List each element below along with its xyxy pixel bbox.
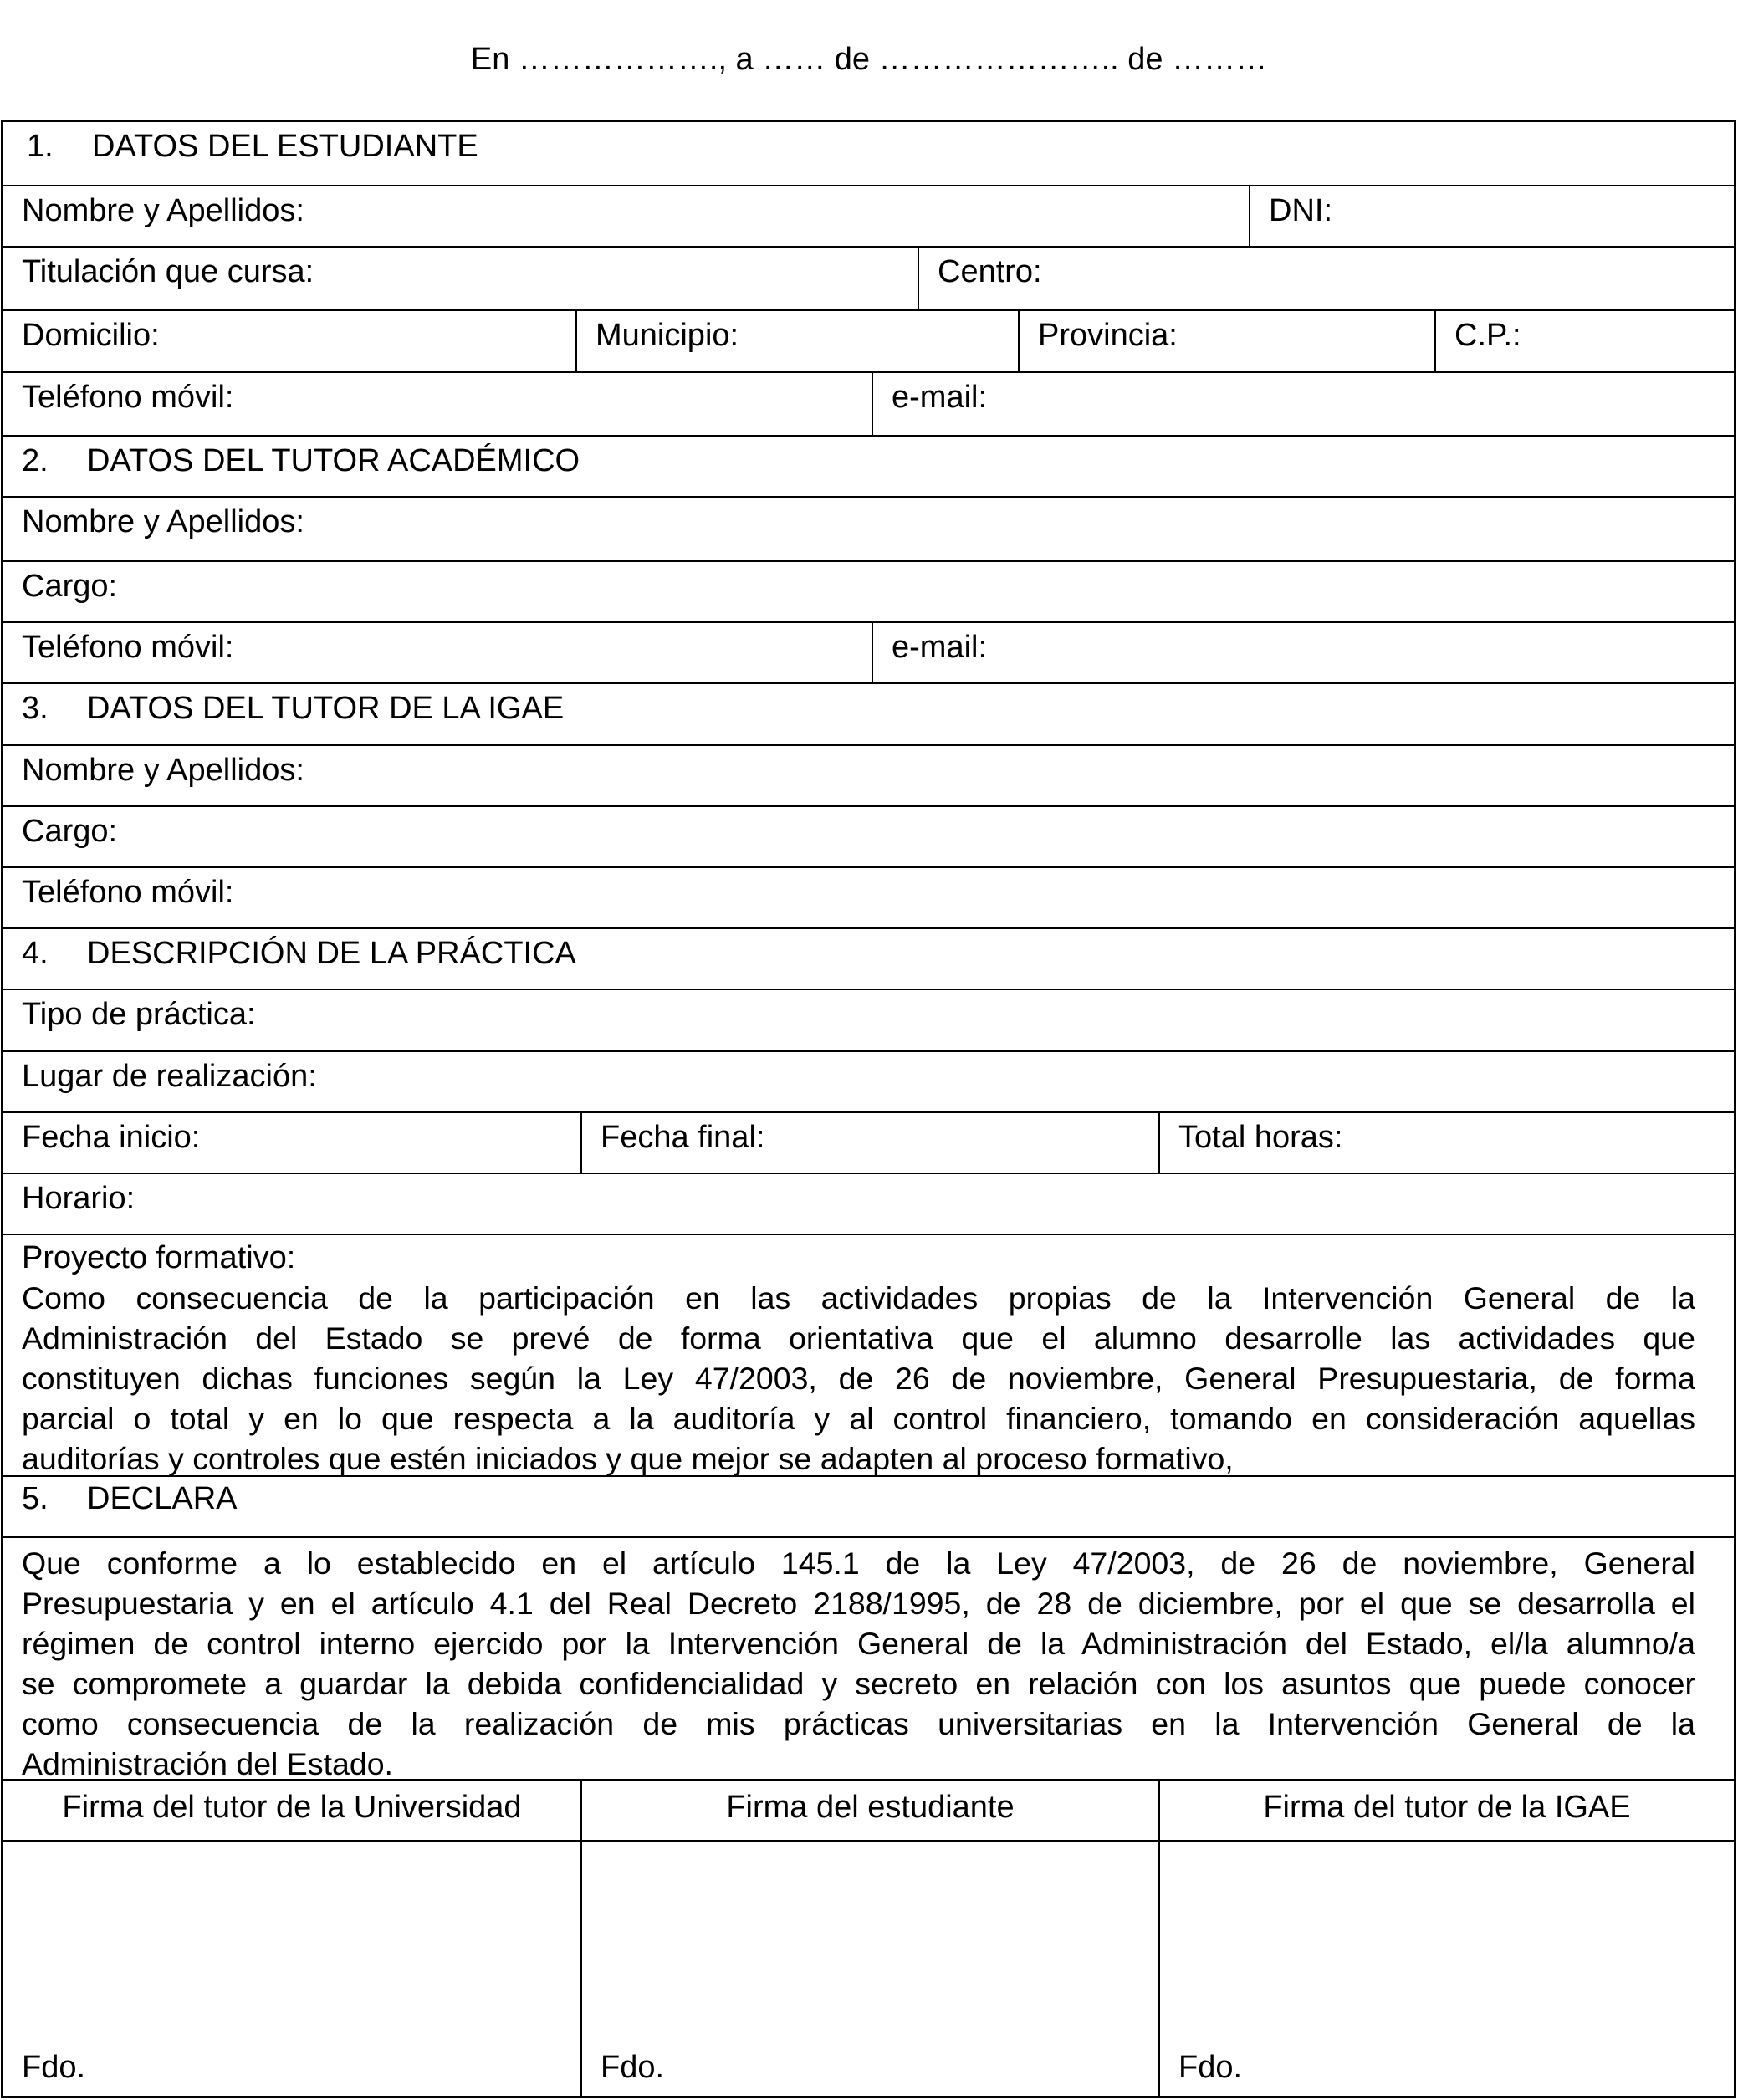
section3-title: DATOS DEL TUTOR DE LA IGAE xyxy=(87,691,565,726)
training-project-cell xyxy=(3,1235,1734,1475)
section4-header xyxy=(3,929,1734,990)
section3-number: 3. xyxy=(22,691,49,726)
dateline: En ………………., a …… de ………………….. de ……… xyxy=(470,42,1268,77)
section3-header xyxy=(3,684,1734,746)
student-contact-row xyxy=(3,373,1734,437)
tutor-academic-cargo-row xyxy=(3,562,1734,623)
section1-title: DATOS DEL ESTUDIANTE xyxy=(92,129,478,164)
practice-total-hours-field[interactable]: Total horas: xyxy=(1158,1113,1734,1173)
student-study-row xyxy=(3,248,1734,311)
fdo-university-tutor: Fdo. xyxy=(22,2050,86,2085)
student-dni-field[interactable]: DNI: xyxy=(1249,186,1734,246)
signature-header-student: Firma del estudiante xyxy=(580,1781,1158,1840)
tutor-igae-cargo-field[interactable]: Cargo: xyxy=(22,814,118,849)
training-project-line-4: parcial o total y en lo que respecta a la auditoría y al control financiero, tomando en consideración aquellas xyxy=(22,1401,1695,1436)
student-centro-field[interactable]: Centro: xyxy=(918,248,1734,309)
training-project-line-5: auditorías y controles que estén iniciados y que mejor se adapten al proceso formativo, xyxy=(22,1441,1234,1476)
declaration-line-6: Administración del Estado. xyxy=(22,1746,393,1781)
tutor-igae-name-row xyxy=(3,746,1734,807)
tutor-igae-cargo-row xyxy=(3,807,1734,868)
practice-type-field[interactable]: Tipo de práctica: xyxy=(22,997,256,1032)
training-project-line-2: Administración del Estado se prevé de forma orientativa que el alumno desarrolle las actividades que xyxy=(22,1321,1695,1356)
section1-number: 1. xyxy=(27,129,54,164)
tutor-academic-phone-field[interactable]: Teléfono móvil: xyxy=(22,630,234,665)
training-project-line-1: Como consecuencia de la participación en las actividades propias de la Intervención General de la xyxy=(22,1280,1695,1316)
signature-box-student[interactable] xyxy=(580,1842,1158,2096)
declaration-line-3: régimen de control interno ejercido por la Intervención General de la Administración del Estado, el/la alumno/a xyxy=(22,1626,1695,1661)
student-email-field[interactable]: e-mail: xyxy=(872,373,1734,435)
training-project-label: Proyecto formativo: xyxy=(22,1240,296,1275)
declaration-line-2: Presupuestaria y en el artículo 4.1 del Real Decreto 2188/1995, de 28 de diciembre, por el que se desarrolla el xyxy=(22,1586,1695,1621)
student-cp-field[interactable]: C.P.: xyxy=(1434,311,1734,371)
training-project-row xyxy=(3,1235,1734,1477)
section5-header xyxy=(3,1477,1734,1538)
signature-header-university-tutor: Firma del tutor de la Universidad xyxy=(62,1790,522,1825)
section5-number: 5. xyxy=(22,1481,49,1516)
signature-boxes-row xyxy=(3,1842,1734,2096)
tutor-academic-name-row xyxy=(3,498,1734,562)
practice-dates-row xyxy=(3,1113,1734,1174)
tutor-academic-contact-row xyxy=(3,623,1734,684)
declaration-row xyxy=(3,1538,1734,1781)
tutor-academic-name-field[interactable]: Nombre y Apellidos: xyxy=(22,504,304,539)
fdo-student: Fdo. xyxy=(601,2050,665,2085)
section2-title: DATOS DEL TUTOR ACADÉMICO xyxy=(87,443,580,478)
signature-box-igae-tutor[interactable] xyxy=(1158,1842,1734,2096)
signature-headers-row xyxy=(3,1781,1734,1842)
practice-end-date-field[interactable]: Fecha final: xyxy=(580,1113,1158,1173)
student-name-row xyxy=(3,186,1734,248)
practice-schedule-row xyxy=(3,1174,1734,1235)
declaration-line-5: como consecuencia de la realización de mis prácticas universitarias en la Intervención General de la xyxy=(22,1706,1695,1741)
student-municipio-field[interactable]: Municipio: xyxy=(575,311,1018,371)
student-name-field[interactable]: Nombre y Apellidos: xyxy=(22,193,304,228)
signature-box-university-tutor[interactable] xyxy=(3,1842,580,2096)
tutor-igae-phone-row xyxy=(3,868,1734,929)
section5-title: DECLARA xyxy=(87,1481,238,1516)
student-domicilio-field[interactable]: Domicilio: xyxy=(22,318,160,353)
section2-number: 2. xyxy=(22,443,49,478)
declaration-line-1: Que conforme a lo establecido en el artículo 145.1 de la Ley 47/2003, de 26 de noviembre, General xyxy=(22,1546,1695,1581)
student-provincia-field[interactable]: Provincia: xyxy=(1018,311,1434,371)
practice-place-field[interactable]: Lugar de realización: xyxy=(22,1059,317,1094)
practice-place-row xyxy=(3,1052,1734,1113)
practice-form xyxy=(1,120,1736,2098)
section2-header xyxy=(3,437,1734,498)
declaration-line-4: se compromete a guardar la debida confidencialidad y secreto en relación con los asuntos que puede conocer xyxy=(22,1666,1695,1701)
student-address-row xyxy=(3,311,1734,373)
student-phone-field[interactable]: Teléfono móvil: xyxy=(22,380,234,415)
tutor-academic-cargo-field[interactable]: Cargo: xyxy=(22,569,118,604)
signature-header-igae-tutor: Firma del tutor de la IGAE xyxy=(1158,1781,1734,1840)
tutor-igae-name-field[interactable]: Nombre y Apellidos: xyxy=(22,753,304,788)
practice-start-date-field[interactable]: Fecha inicio: xyxy=(22,1120,201,1155)
tutor-academic-email-field[interactable]: e-mail: xyxy=(872,623,1734,682)
section1-header xyxy=(3,122,1734,186)
tutor-igae-phone-field[interactable]: Teléfono móvil: xyxy=(22,875,234,910)
practice-schedule-field[interactable]: Horario: xyxy=(22,1181,135,1216)
training-project-line-3: constituyen dichas funciones según la Ley 47/2003, de 26 de noviembre, General Presupuestaria, de forma xyxy=(22,1361,1695,1396)
declaration-cell xyxy=(3,1538,1734,1779)
practice-type-row xyxy=(3,990,1734,1052)
section4-title: DESCRIPCIÓN DE LA PRÁCTICA xyxy=(87,936,576,971)
section4-number: 4. xyxy=(22,936,49,971)
fdo-igae-tutor: Fdo. xyxy=(1178,2050,1243,2085)
student-titulacion-field[interactable]: Titulación que cursa: xyxy=(22,254,314,289)
